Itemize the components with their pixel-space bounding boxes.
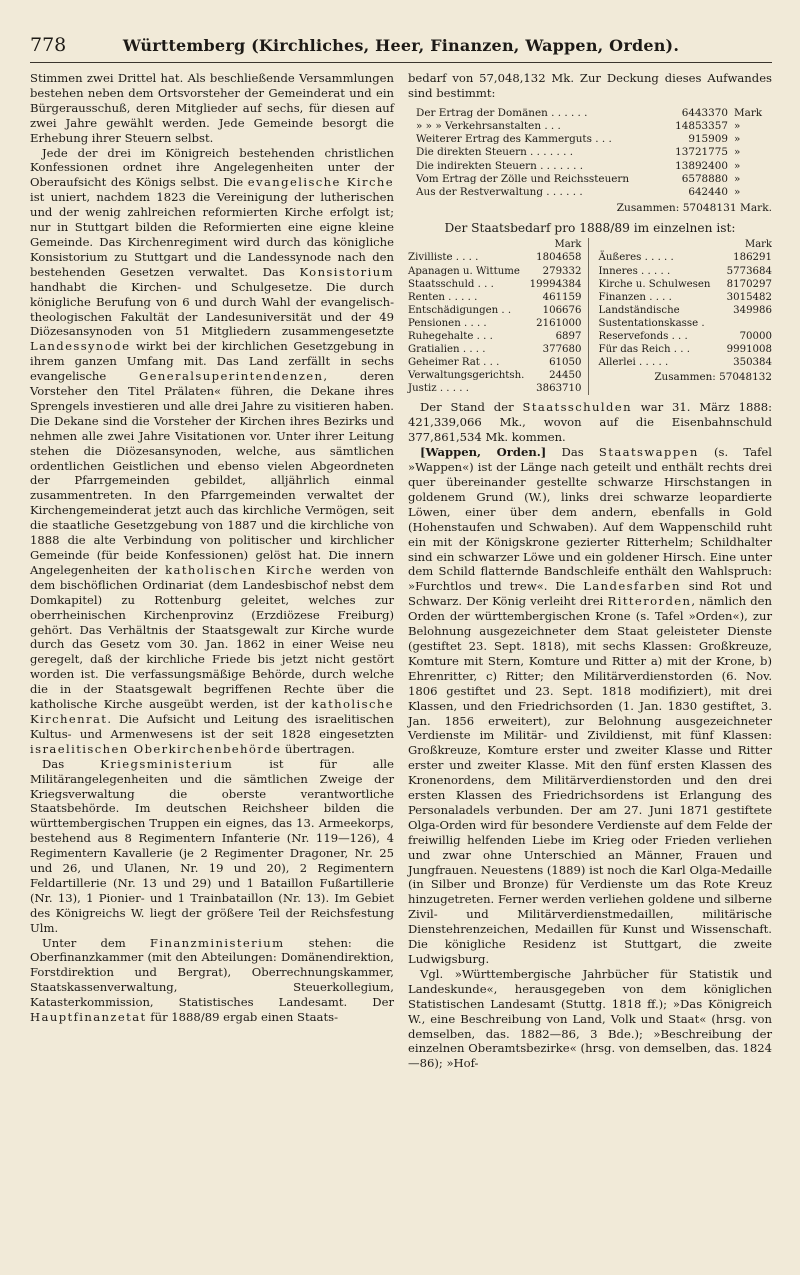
revenue-total: Zusammen: 57048131 Mark. [616,202,772,215]
row-label: Apanagen u. Wittume [408,265,520,277]
row-label: Geheimer Rat . . . [408,357,500,369]
term-finanzministerium: Finanzministerium [149,935,285,950]
paragraph-wappen-orden [408,445,772,967]
term-staatsschulden: Staatsschulden [522,400,632,415]
text-run: ist uniert, nachdem 1823 die Vereinigung der lutherischen und der wenig zahlreichen reformierten Kirche erfolgt ist; nur in Stuttgart bilden die Reformierten eine eigne kleine Gemeinde. Das Kirchenregiment wird durch das königliche Konsistorium zu Stuttgart und die Landessynode nach den bestehenden Gesetzen verwaltet. Das [30,190,394,279]
row-label: Gratialien . . . . [408,344,486,356]
row-value: 642440 [688,186,728,199]
row-label: Die indirekten Steuern . . . . . . . [416,159,584,172]
right-column [408,71,772,1071]
term-evangelische-kirche: evangelische Kirche [247,175,394,190]
row-label: Verwaltungsgerichtsh. [408,370,525,382]
row-unit: » [734,186,741,199]
row-value: 106676 [542,304,582,316]
text-run: sind Rot und Schwarz. Der König verleiht drei [408,579,772,609]
row-value: 13721775 [675,146,728,159]
page-header [30,34,772,63]
text-run: Der Stand der [420,400,523,415]
row-value: 377680 [542,344,582,356]
table-row [599,356,773,369]
row-label: Die direkten Steuern . . . . . . . [416,146,573,159]
text-run: für 1888/89 ergab einen Staats- [146,1010,338,1025]
paragraph-konfessionen [30,146,394,757]
text-run: war 31. März 1888: 421,339,066 Mk., wovon auf die Eisenbahnschuld 377,861,534 Mk. kommen. [408,400,773,445]
row-value: 279332 [542,265,582,277]
row-value: 5773684 [726,265,772,277]
row-value: 3863710 [536,383,582,395]
row-value: 349986 [733,304,772,316]
budget-right-column [599,238,773,395]
row-value: 19994384 [529,278,582,290]
running-title: Württemberg (Kirchliches, Heer, Finanzen, Wappen, Orden). [122,36,680,55]
table-row [408,251,582,264]
term-generalsuperintendenzen: Generalsuperintendenzen [139,369,324,384]
text-columns [30,71,772,1071]
unit-label: Mark [744,239,772,251]
row-label: Zivilliste . . . . [408,252,479,264]
row-value: 915909 [688,133,728,146]
table-row [599,304,773,330]
text-run: . Die Aufsicht und Leitung des israelitischen Kultus- und Armenwesens ist der seit 1828 eingesetzten [30,711,394,741]
table-row [599,330,773,343]
text-run: stehen: die Oberfinanzkammer (mit den Abteilungen: Domänendirektion, Forstdirektion und Bergrat), Oberrechnungskammer, Staatskassenverwaltung, Steuerkollegium, Katasterkommission, Statistisches Landesamt. Der [30,935,394,1010]
row-value: 1804658 [536,252,582,264]
text-run: Jede der drei im Königreich bestehenden christlichen Konfessionen ordnet ihre Angelegenheiten unter der Oberaufsicht des Königs selbst. Die [30,145,394,190]
term-katholische-kirche: katholischen Kirche [165,562,314,577]
table-row [408,330,582,343]
term-staatswappen: Staatswappen [598,445,699,460]
paragraph-gemeinde: Stimmen zwei Drittel hat. Als beschließende Versammlungen bestehen neben dem Ortsvorsteher der Gemeinderat und ein Bürgerausschuß, deren Mitglieder auf sechs, für diesen auf zwei Jahre gewählt werden. Jede Gemeinde besorgt die Erhebung ihrer Steuern selbst. [30,71,394,145]
row-label: Aus der Restverwaltung . . . . . . [416,186,583,199]
row-label: Finanzen . . . . [598,291,672,303]
row-label: Kirche u. Schulwesen [598,278,711,290]
row-value: 24450 [549,370,582,382]
text-run: (s. Tafel »Wappen«) ist der Länge nach geteilt und enthält rechts drei quer übereinander gestellte schwarze Hirschstangen in goldenem Grund (W.), links drei schwarze leopardierte Löwen, einer über dem andern, ebenfalls in Gold (Hohenstaufen und Schwaben). Auf dem Wappenschild ruht ein mit der Königskrone gezierter Ritterhelm; Schildhalter sind ein schwarzer Löwe und ein goldener Hirsch. Eine unter dem Schild flatternde Bandschleife enthält den Wahlspruch: »Furchtlos und trew«. Die [408,445,772,594]
term-katholischer-kirchenrat: katholische Kirchenrat [30,697,394,726]
text-run: , nämlich den Orden der württembergischen Krone (s. Tafel »Orden«), zur Belohnung ausgezeichneter dem Staat geleisteter Dienste (gestiftet 23. Sept. 1818), mit sechs Klassen: Großkreuze, Komture mit Stern, Komture und Ritter a) mit der Krone, b) Ehrenritter, c) Ritter; den Militärverdienstorden (6. Nov. 1806 gestiftet und 23. Sept. 1818 modifiziert), mit drei Klassen, und den Friedrichsorden (1. Jan. 1830 gestiftet, 3. Jan. 1856 erweitert), zur Belohnung ausgezeichneter Verdienste im Militär- und Zivildienst, mit fünf Klassen: Großkreuze, Komture erster und zweiter Klasse und Ritter erster und zweiter Klasse. Mit den fünf ersten Klassen des Kronenordens, dem Militärverdienstorden und den drei ersten Klassen des Friedrichsordens ist Erlangung des Personaladels verbunden. Der am 27. Juni 1871 gestiftete Olga-Orden wird für besondere Verdienste auf dem Felde der freiwillig helfenden Liebe im Krieg oder Frieden verliehen und zwar ohne Unterschied an Männer, Frauen und Jungfrauen. Neuestens (1889) ist noch die Karl Olga-Medaille (in Silber und Bronze) für Verdienste um das Rote Kreuz hinzugetreten. Ferner werden verliehen goldene und silberne Zivil- und Militärverdienstmedaillen, militärische Dienstehrenzeichen, Medaillen für Kunst und Wissenschaft. Die königliche Residenz ist Stuttgart, die zweite Ludwigsburg. [408,594,772,966]
table-row [599,265,773,278]
row-label: Allerlei . . . . . [598,357,669,369]
paragraph-staatsbedarf: bedarf von 57,048,132 Mk. Zur Deckung dieses Aufwandes sind bestimmt: [408,71,772,100]
text-run: übertragen. [281,741,355,756]
row-unit: » [734,133,741,146]
table-row [599,251,773,264]
row-label: Vom Ertrag der Zölle und Reichssteuern [416,172,630,185]
table-row [599,278,773,291]
table-row [599,291,773,304]
row-value: 9991008 [726,344,772,356]
text-run: handhabt die Kirchen- und Schulgesetze. Die durch königliche Berufung von 6 und durch Wahl der evangelisch-theologischen Fakultät der Landesuniversität und der 49 Diözesansynoden von 51 Mitgliedern zusammengesetzte [30,279,394,339]
row-label: Renten . . . . . [408,291,478,303]
table-row [408,291,582,304]
row-label: Ruhegehalte . . . [408,331,493,342]
row-label: Äußeres . . . . . [598,252,674,264]
table-row [408,186,772,199]
table-row [408,265,582,278]
row-value: 2161000 [536,317,582,329]
paragraph-literatur: Vgl. »Württembergische Jahrbücher für Statistik und Landeskunde«, herausgegeben von dem königlichen Statistischen Landesamt (Stuttg. 1818 ff.); »Das Königreich W., eine Beschreibung von Land, Volk und Staat« (hrsg. von demselben, das. 1882—86, 3 Bde.); »Beschreibung der einzelnen Oberamtsbezirke« (hrsg. von demselben, das. 1824—86); »Hof- [408,966,772,1071]
table-row [408,356,582,369]
row-value: 6897 [555,331,582,342]
row-value: 8170297 [726,278,772,290]
unit-label: Mark [554,239,582,251]
row-unit: » [734,159,741,172]
row-label: Landständische Sustentationskasse . [598,304,705,329]
row-label: Entschädigungen . . [408,304,512,316]
row-value: 461159 [542,291,582,303]
table-row [599,343,773,356]
text-run: Unter dem [42,935,150,950]
term-konsistorium: Konsistorium [299,264,394,279]
table-row [408,133,772,146]
row-unit: » [734,146,741,159]
text-run: Das [546,445,599,460]
row-label: Der Ertrag der Domänen . . . . . . [416,106,588,119]
text-run: ist für alle Militärangelegenheiten und die sämtlichen Zweige der Kriegsverwaltung die oberste verantwortliche Staatsbehörde. Im deutschen Reichsheer bilden die württembergischen Truppen ein eignes, das 13. Armeekorps, bestehend aus 8 Regimentern Infanterie (Nr. 119—126), 4 Regimentern Kavallerie (je 2 Regimenter Dragoner, Nr. 25 und 26, und Ulanen, Nr. 19 und 20), 2 Regimentern Feldartillerie (Nr. 13 und 29) und 1 Bataillon Fußartillerie (Nr. 13), 1 Pionier- und 1 Trainbataillon (Nr. 13). Im Gebiet des Königreichs W. liegt der größere Teil der Reichsfestung Ulm. [30,756,394,935]
text-run: , deren Vorsteher den Titel Prälaten« führen, die Dekane ihres Sprengels investieren und alle drei Jahre zu visitieren haben. Die Dekane sind die Vorsteher der Kirchen ihres Bezirks und nehmen alle zwei Jahre Visitationen vor. Unter ihrer Leitung stehen die Diözesansynoden, welche, aus sämtlichen ordentlichen Geistlichen und ebenso vielen Abgeordneten der Pfarrgemeinden gebildet, alljährlich einmal zusammentreten. In den Pfarrgemeinden verwaltet der Kirchengemeinderat jetzt auch das kirchliche Vermögen, seit die staatliche Gesetzgebung von 1887 und die kirchliche von 1888 die alte Verbindung von politischer und kirchlicher Gemeinde (für beide Konfessionen) gelöst hat. Die innern Angelegenheiten der [30,369,394,577]
row-value: 14853357 [675,120,728,133]
table-row [408,107,772,120]
revenue-table [408,107,772,216]
row-value: 70000 [739,331,772,342]
text-run: wirkt bei der kirchlichen Gesetzgebung in ihrem ganzen Umfang mit. Das Land zerfällt in sechs evangelische [30,339,394,384]
row-value: 186291 [733,252,772,264]
row-label: Für das Reich . . . [598,344,690,356]
text-run: Das [42,756,101,771]
row-unit: Mark [734,106,763,119]
table-row [408,317,582,330]
table-row [408,173,772,186]
row-value: 350384 [733,357,772,369]
row-unit: » [734,120,741,133]
paragraph-finanzministerium [30,936,394,1025]
row-label: Reservefonds . . . [598,331,688,342]
row-unit: » [734,172,741,185]
budget-left-column [408,238,589,395]
table-row [408,343,582,356]
row-value: 6443370 [681,106,728,119]
term-ritterorden: Ritterorden [607,594,692,609]
budget-heading: Der Staatsbedarf pro 1888/89 im einzelnen ist: [444,221,736,236]
term-hauptfinanzetat: Hauptfinanzetat [30,1010,147,1025]
budget-table [408,238,772,395]
term-landessynode: Landessynode [30,339,131,354]
left-column [30,71,394,1071]
row-value: 13892400 [675,159,728,172]
row-value: 3015482 [726,291,772,303]
paragraph-kriegsministerium [30,757,394,936]
term-israelitische-oberkirchenbehoerde: israelitischen Oberkirchenbehörde [30,741,282,756]
row-label: Staatsschuld . . . [408,278,494,290]
table-row [408,369,582,382]
table-row [408,278,582,291]
row-value: 6578880 [681,172,728,185]
term-landesfarben: Landesfarben [583,579,681,594]
paragraph-staatsschulden [408,400,772,445]
row-label: Justiz . . . . . [408,383,469,395]
table-row [408,382,582,395]
row-label: Pensionen . . . . [408,317,487,329]
table-row [408,304,582,317]
budget-total: Zusammen: 57048132 [654,371,772,384]
table-row [408,160,772,173]
row-value: 61050 [549,357,582,369]
text-run: werden von dem bischöflichen Ordinariat (dem Landesbischof nebst dem Domkapitel) zu Rottenburg geleitet, welches zur oberrheinischen Kirchenprovinz (Erzdiözese Freiburg) gehört. Das Verhältnis der Staatsgewalt zur Kirche wurde durch das Gesetz vom 30. Jan. 1862 in einer Weise neu geregelt, daß der kirchliche Friede bis jetzt nicht gestört worden ist. Die verfassungsmäßige Behörde, durch welche die in der Staatsgewalt begriffenen Rechte über die katholische Kirche ausgeübt werden, ist der [30,562,394,712]
row-label: Weiterer Ertrag des Kammerguts . . . [416,133,612,146]
row-label: Inneres . . . . . [598,265,671,277]
table-row [408,146,772,159]
row-label: » » » Verkehrsanstalten . . . [416,120,561,133]
table-row [408,120,772,133]
term-kriegsministerium: Kriegsministerium [100,756,234,771]
section-label-wappen-orden: [Wappen, Orden.] [420,445,547,460]
page-number: 778 [30,34,67,56]
